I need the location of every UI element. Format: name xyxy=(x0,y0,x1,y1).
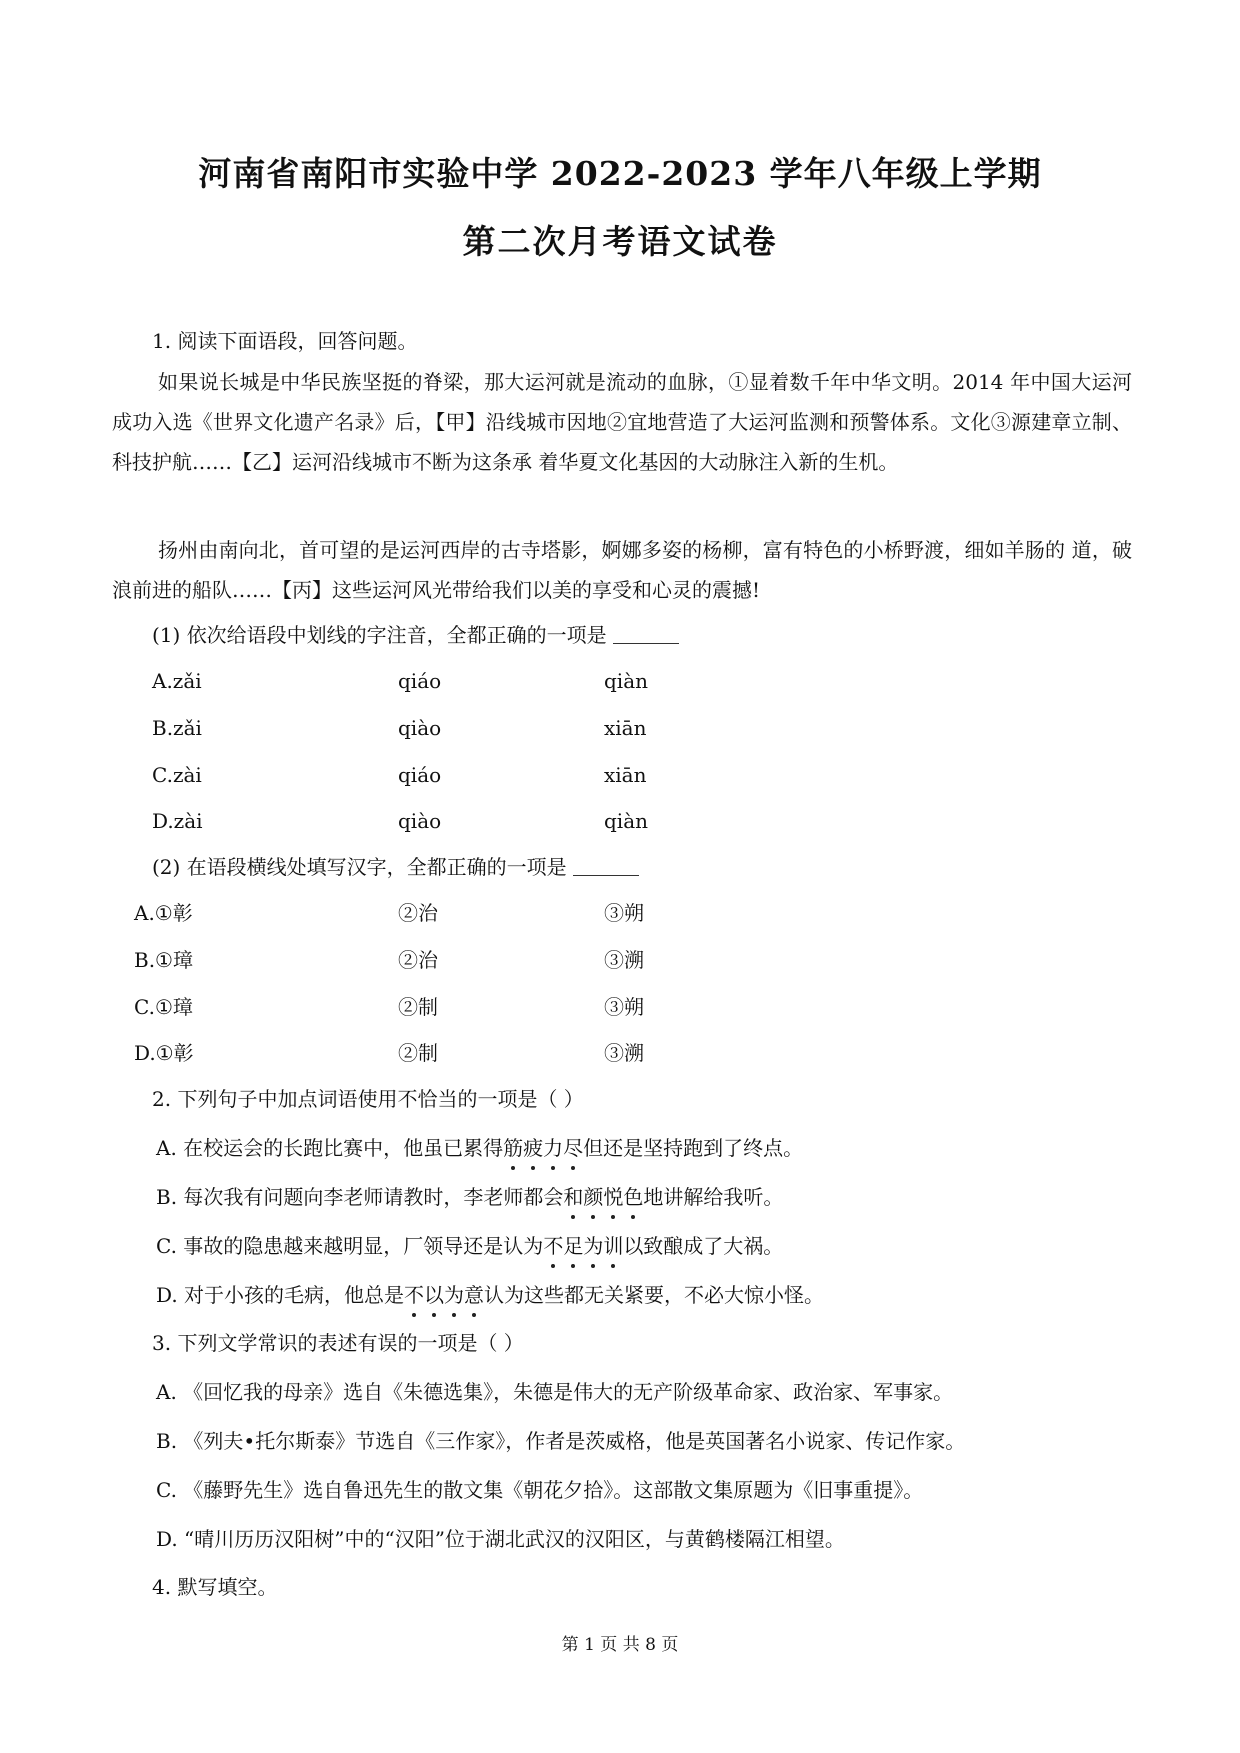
option-pinyin-3: xiān xyxy=(604,763,647,787)
option-char-2: ②制 xyxy=(398,995,438,1019)
dotted-char: 为 xyxy=(444,1280,464,1310)
option-pinyin-2: qiào xyxy=(398,716,442,740)
option-label[interactable]: C.zài xyxy=(152,763,202,787)
dotted-char: 力 xyxy=(543,1133,563,1163)
dotted-term xyxy=(503,1136,583,1160)
q2-option-b-pre: B. 每次我有问题向李老师请教时，李老师都会 xyxy=(156,1185,564,1209)
q2-option-a[interactable] xyxy=(156,1133,803,1163)
answer-blank[interactable] xyxy=(573,855,639,876)
answer-blank[interactable] xyxy=(613,623,679,644)
option-char-2: ②治 xyxy=(398,948,438,972)
q4-heading: 4. 默写填空。 xyxy=(152,1575,278,1599)
dotted-term xyxy=(543,1234,623,1258)
option-label[interactable]: D.①彰 xyxy=(134,1041,194,1065)
q3-option-b[interactable]: B. 《列夫•托尔斯泰》节选自《三作家》，作者是茨威格，他是英国著名小说家、传记作家。 xyxy=(156,1429,966,1453)
dotted-char: 以 xyxy=(424,1280,444,1310)
option-pinyin-3: xiān xyxy=(604,716,647,740)
option-char-3: ③朔 xyxy=(604,901,644,925)
exam-title-line1: 河南省南阳市实验中学 2022-2023 学年八年级上学期 xyxy=(198,154,1042,193)
dotted-term xyxy=(404,1283,484,1307)
option-char-2: ②制 xyxy=(398,1041,438,1065)
option-pinyin-2: qiáo xyxy=(398,669,442,693)
option-label[interactable]: D.zài xyxy=(152,809,203,833)
q2-option-a-pre: A. 在校运会的长跑比赛中，他虽已累得 xyxy=(156,1136,504,1160)
q2-heading: 2. 下列句子中加点词语使用不恰当的一项是（ ） xyxy=(152,1087,584,1111)
dotted-char: 不 xyxy=(543,1231,563,1261)
q2-option-c-post: 以致酿成了大祸。 xyxy=(623,1234,784,1258)
q1-sub2-prompt-text: (2) 在语段横线处填写汉字，全都正确的一项是 xyxy=(152,855,567,879)
q2-option-c[interactable] xyxy=(156,1231,783,1261)
option-pinyin-3: qiàn xyxy=(604,809,649,833)
dotted-char: 筋 xyxy=(503,1133,523,1163)
q1-paragraph-1-text: 如果说长城是中华民族坚挺的脊梁，那大运河就是流动的血脉，①显着数千年中华文明。2014 年中国大运河成功入选《世界文化遗产名录》后，【甲】沿线城市因地②宜地营造了大运河监测和预警体系。文化③源建章立制、科技护航……【乙】运河沿线城市不断为这条承 着华夏文化基因的大动脉注入新的生机。 xyxy=(112,370,1132,474)
option-pinyin-2: qiáo xyxy=(398,763,442,787)
q3-option-c[interactable]: C. 《藤野先生》选自鲁迅先生的散文集《朝花夕拾》。这部散文集原题为《旧事重提》。 xyxy=(156,1478,924,1502)
dotted-char: 为 xyxy=(583,1231,603,1261)
dotted-char: 和 xyxy=(563,1182,583,1212)
option-char-3: ③朔 xyxy=(604,995,644,1019)
dotted-char: 训 xyxy=(603,1231,623,1261)
dotted-char: 足 xyxy=(563,1231,583,1261)
dotted-char: 不 xyxy=(404,1280,424,1310)
q1-heading: 1. 阅读下面语段，回答问题。 xyxy=(152,329,418,353)
q2-option-a-post: 但还是坚持跑到了终点。 xyxy=(583,1136,804,1160)
q1-paragraph-2-text: 扬州由南向北，首可望的是运河西岸的古寺塔影，婀娜多姿的杨柳，富有特色的小桥野渡，细如羊肠的 道，破浪前进的船队……【丙】这些运河风光带给我们以美的享受和心灵的震撼! xyxy=(112,538,1132,602)
exam-title-line2: 第二次月考语文试卷 xyxy=(462,222,778,261)
dotted-char: 颜 xyxy=(583,1182,603,1212)
q2-option-c-pre: C. 事故的隐患越来越明显，厂领导还是认为 xyxy=(156,1234,544,1258)
option-char-3: ③溯 xyxy=(604,948,644,972)
option-label[interactable]: A.zǎi xyxy=(152,669,202,693)
option-pinyin-2: qiào xyxy=(398,809,442,833)
option-label[interactable]: C.①璋 xyxy=(134,995,193,1019)
q1-sub1-prompt xyxy=(152,620,679,650)
q1-paragraph-1 xyxy=(112,322,1132,362)
q2-option-d[interactable] xyxy=(156,1280,824,1310)
dotted-char: 色 xyxy=(623,1182,643,1212)
q2-option-b-post: 地讲解给我听。 xyxy=(643,1185,784,1209)
option-label[interactable]: B.zǎi xyxy=(152,716,202,740)
q3-option-d[interactable]: D. “晴川历历汉阳树”中的“汉阳”位于湖北武汉的汉阳区，与黄鹤楼隔江相望。 xyxy=(156,1527,845,1551)
q1-sub1-prompt-text: (1) 依次给语段中划线的字注音，全都正确的一项是 xyxy=(152,623,607,647)
dotted-char: 悦 xyxy=(603,1182,623,1212)
q2-option-b[interactable] xyxy=(156,1182,783,1212)
option-label[interactable]: A.①彰 xyxy=(134,901,193,925)
dotted-term xyxy=(563,1185,643,1209)
page-footer: 第 1 页 共 8 页 xyxy=(561,1635,679,1655)
option-char-2: ②治 xyxy=(398,901,438,925)
dotted-char: 疲 xyxy=(523,1133,543,1163)
option-label[interactable]: B.①璋 xyxy=(134,948,193,972)
q2-option-d-post: 认为这些都无关紧要，不必大惊小怪。 xyxy=(484,1283,825,1307)
q2-option-d-pre: D. 对于小孩的毛病，他总是 xyxy=(156,1283,405,1307)
q1-sub2-prompt xyxy=(152,852,639,882)
dotted-char: 意 xyxy=(464,1280,484,1310)
q3-heading: 3. 下列文学常识的表述有误的一项是（ ） xyxy=(152,1331,524,1355)
q3-option-a[interactable]: A. 《回忆我的母亲》选自《朱德选集》，朱德是伟大的无产阶级革命家、政治家、军事家。 xyxy=(156,1380,954,1404)
option-pinyin-3: qiàn xyxy=(604,669,649,693)
option-char-3: ③溯 xyxy=(604,1041,644,1065)
dotted-char: 尽 xyxy=(563,1133,583,1163)
